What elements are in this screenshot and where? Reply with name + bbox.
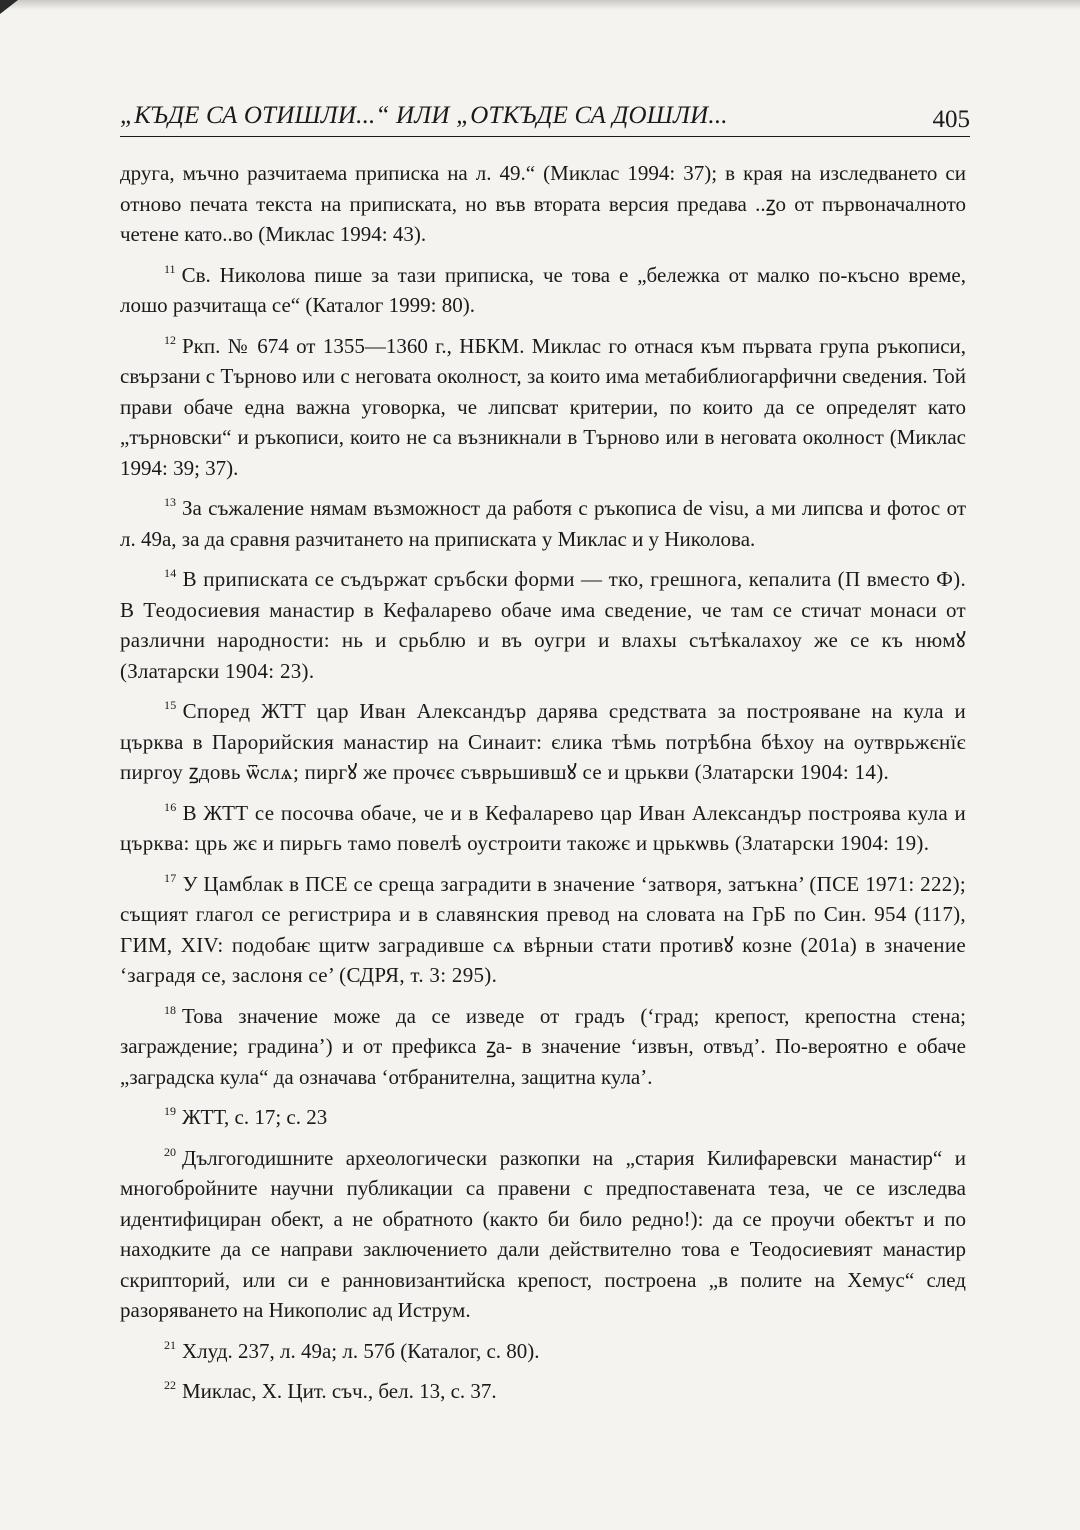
scan-edge-shadow bbox=[0, 0, 1080, 10]
running-header bbox=[120, 100, 970, 137]
footnote-text: Това значение може да се изведе от градъ (‘град; крепост, крепостна стена; заграждение; градина’) и от префикса ꙁа- в значение ‘извън, отвъд’. По-вероятно е обаче „заградска кула“ да означава ‘отбранителна, защитна кула’. bbox=[120, 1003, 966, 1089]
footnote-number: 16 bbox=[164, 799, 177, 814]
footnote-21 bbox=[120, 1330, 966, 1367]
footnote-text: Св. Николова пише за тази приписка, че това е „бележка от малко по-късно време, лошо разчитаща се“ (Каталог 1999: 80). bbox=[120, 262, 966, 317]
footnote-text: Миклас, Х. Цит. съч., бел. 13, с. 37. bbox=[182, 1379, 497, 1403]
footnote-text: Според ЖТТ цар Иван Александър дарява средствата за построяване на кула и църква в Парорийския манастир на Синаит: єлика тѣмь потрѣбна бѣхоу на оутврьжєнїє пиргоу ꙁдовь ѿслѧ; пиргꙋ же прочєє съврьшившꙋ се и црькви (Златарски 1904: 14). bbox=[120, 699, 966, 784]
footnote-number: 17 bbox=[164, 870, 177, 885]
footnote-text: В приписката се съдържат сръбски форми — тко, грешнога, кепалита (П вместо Ф). В Теодосиевия манастир в Кефаларево обаче има сведение, че там се стичат монаси от различни народности: нь и срьблю и въ оугри и влахы сътѣкалахоу же се къ нюмꙋ (Златарски 1904: 23). bbox=[120, 567, 966, 683]
footnote-12 bbox=[120, 325, 966, 484]
footnote-text: Ркп. № 674 от 1355—1360 г., НБКМ. Миклас го отнася към първата група ръкописи, свързани с Търново или с неговата околност, за които има метабиблиогарфични сведения. Той прави обаче една важна уговорка, че липсват критерии, по които да се определят като „търновски“ и ръкописи, които не са възникнали в Търново или в неговата околност (Миклас 1994: 39; 37). bbox=[120, 333, 966, 480]
footnote-text: ЖТТ, с. 17; с. 23 bbox=[182, 1105, 328, 1129]
footnote-20 bbox=[120, 1137, 966, 1326]
scan-corner-mark bbox=[0, 0, 18, 14]
footnote-number: 22 bbox=[164, 1378, 176, 1392]
footnote-text: У Цамблак в ПСЕ се среща заградити в значение ‘затворя, затъкна’ (ПСЕ 1971: 222); същият глагол се регистрира и в славянския превод на словата на ГрБ по Син. 954 (117), ГИМ, XIV: подобаѥ щитѡ заградивше сѧ вѣрныи стати противꙋ козне (201а) в значение ‘заградя се, заслоня се’ (СДРЯ, т. 3: 295). bbox=[120, 871, 966, 987]
page-number: 405 bbox=[932, 106, 970, 133]
footnote-number: 13 bbox=[164, 495, 176, 509]
footnote-text: За съжаление нямам възможност да работя с ръкописа de visu, а ми липсва и фотос от л. 49а, за да сравня разчитането на приписката у Миклас и у Николова. bbox=[120, 496, 966, 551]
footnote-18 bbox=[120, 995, 966, 1093]
footnote-15 bbox=[120, 690, 966, 788]
footnotes-block bbox=[120, 158, 966, 1407]
footnote-number: 14 bbox=[164, 566, 177, 580]
footnote-continuation bbox=[120, 158, 966, 250]
footnote-text: друга, мъчно разчитаема приписка на л. 49.“ (Миклас 1994: 37); в края на изследването си отново печата текста на приписката, но във втората версия предава ..ꙁо от първоначалното четене като..во (Миклас 1994: 43). bbox=[120, 161, 966, 246]
footnote-13 bbox=[120, 487, 966, 554]
footnote-number: 15 bbox=[164, 698, 177, 712]
running-title: „КЪДЕ СА ОТИШЛИ...“ ИЛИ „ОТКЪДЕ СА ДОШЛИ... bbox=[120, 102, 728, 129]
footnote-text: В ЖТТ се посочва обаче, че и в Кефаларево цар Иван Александър построява кула и църква: црь жє и пирьгь тамо повелѣ оустроити такожє и црькѡвь (Златарски 1904: 19). bbox=[120, 800, 966, 855]
footnote-text: Дългогодишните археологически разкопки на „стария Килифаревски манастир“ и многобройните научни публикации са правени с предпоставената теза, че се изследва идентифициран обект, а не обратното (както би било редно!): да се проучи обектът и по находките да се направи заключението дали действително това е Теодосиевият манастир скрипторий, или си е ранновизантийска крепост, построена „в полите на Хемус“ след разоряването на Никополис ад Иструм. bbox=[120, 1145, 966, 1322]
footnote-number: 18 bbox=[164, 1002, 176, 1017]
footnote-16 bbox=[120, 792, 966, 859]
footnote-number: 11 bbox=[164, 261, 176, 276]
footnote-number: 12 bbox=[164, 332, 176, 347]
footnote-number: 19 bbox=[164, 1104, 176, 1118]
footnote-17 bbox=[120, 863, 966, 991]
footnote-number: 21 bbox=[164, 1337, 176, 1352]
footnote-number: 20 bbox=[164, 1144, 176, 1159]
footnote-22 bbox=[120, 1370, 966, 1407]
footnote-11 bbox=[120, 254, 966, 321]
footnote-19 bbox=[120, 1096, 966, 1133]
footnote-14 bbox=[120, 558, 966, 686]
footnote-text: Хлуд. 237, л. 49а; л. 57б (Каталог, с. 80). bbox=[182, 1338, 540, 1363]
